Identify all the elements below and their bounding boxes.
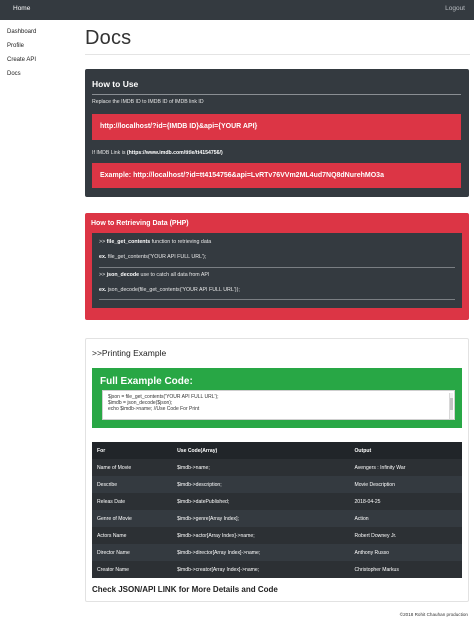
table-cell: $imdb->genre[Array Index];: [172, 510, 349, 527]
table-cell: Name of Movie: [92, 459, 172, 476]
retrieving-heading: How to Retrieving Data (PHP): [91, 220, 189, 227]
table-row: [92, 527, 462, 544]
printing-example-heading: >>Printing Example: [92, 348, 167, 358]
sidebar: [7, 28, 77, 84]
retrieving-divider-1: [99, 267, 455, 268]
table-cell: Robert Downey Jr.: [349, 527, 462, 544]
column-header: For: [92, 442, 172, 459]
retrieving-code-panel: [92, 233, 462, 308]
table-cell: $imdb->datePublished;: [172, 493, 349, 510]
example-url-box: Example: http://localhost/?id=tt4154756&api=LvRTv76VVm2ML4ud7NQ8dNurehMO3a: [92, 163, 461, 188]
column-header: Output: [349, 442, 462, 459]
line-1-keyword: file_get_contents: [106, 239, 151, 245]
table-cell: $imdb->director[Array Index]->name;: [172, 544, 349, 561]
table-cell: Avengers : Infinity War: [349, 459, 462, 476]
table-cell: Describe: [92, 476, 172, 493]
line-4-text: json_decode(file_get_contents('YOUR API FULL URL'));: [106, 287, 240, 293]
code-line: $json = file_get_contents('YOUR API FULL URL');: [108, 394, 219, 400]
how-to-use-divider: [92, 94, 461, 95]
table-row: [92, 459, 462, 476]
retrieving-line-1: [99, 239, 211, 245]
imdb-link-example: (https://www.imdb.com/title/tt4154756/): [126, 150, 223, 156]
table-cell: Releas Date: [92, 493, 172, 510]
printing-example-card: [85, 338, 469, 602]
table-cell: 2018-04-25: [349, 493, 462, 510]
imdb-link-prefix: If IMDB Link is: [92, 150, 127, 156]
top-navbar: [0, 0, 474, 20]
sidebar-item-profile[interactable]: Profile: [7, 43, 25, 49]
table-row: [92, 476, 462, 493]
url-template-box: http://localhost/?id={IMDB ID}&api={YOUR API}: [92, 114, 461, 140]
copyright-text: ©2018 Rohit Chauhan production: [399, 612, 468, 617]
line-3-prefix: >>: [99, 272, 107, 278]
table-cell: Creator Name: [92, 561, 172, 578]
retrieving-divider-2: [99, 299, 455, 300]
sidebar-item-docs[interactable]: Docs: [7, 71, 21, 77]
table-cell: Actors Name: [92, 527, 172, 544]
full-example-heading: Full Example Code:: [100, 376, 193, 387]
table-cell: $imdb->description;: [172, 476, 349, 493]
line-2-keyword: ex.: [99, 254, 107, 260]
nav-logout-link[interactable]: Logout: [445, 5, 465, 12]
code-line: $imdb = json_decode($json);: [108, 400, 173, 407]
scrollbar-thumb[interactable]: [450, 398, 453, 410]
line-2-text: file_get_contents('YOUR API FULL URL');: [106, 254, 207, 260]
how-to-use-card: [85, 69, 469, 197]
table-header-row: [92, 442, 462, 459]
line-3-keyword: json_decode: [106, 272, 140, 278]
how-to-use-heading: How to Use: [92, 79, 139, 89]
retrieving-line-3: [99, 272, 209, 278]
how-to-use-instruction: Replace the IMDB ID to IMDB ID of IMDB link ID: [92, 99, 204, 105]
table-cell: Anthony Russo: [349, 544, 462, 561]
retrieving-card: [85, 213, 469, 320]
table-cell: $imdb->actor[Array Index]->name;: [172, 527, 349, 544]
table-cell: Christopher Markus: [349, 561, 462, 578]
table-cell: $imdb->name;: [172, 459, 349, 476]
title-divider: [85, 54, 470, 55]
table-cell: Director Name: [92, 544, 172, 561]
sidebar-item-dashboard[interactable]: Dashboard: [7, 29, 37, 35]
code-scrollbar[interactable]: [449, 393, 453, 419]
page-title: Docs: [85, 27, 132, 49]
code-line: echo $imdb->name; //Use Code For Print: [108, 406, 200, 413]
line-4-keyword: ex.: [99, 287, 107, 293]
table-row: [92, 544, 462, 561]
table-row: [92, 561, 462, 578]
table-cell: Genre of Movie: [92, 510, 172, 527]
full-example-panel: [92, 368, 462, 428]
line-1-text: function to retrieving data: [150, 239, 212, 245]
nav-home-link[interactable]: Home: [13, 5, 31, 12]
usage-table: [92, 442, 462, 578]
table-cell: Action: [349, 510, 462, 527]
line-1-prefix: >>: [99, 239, 107, 245]
column-header: Use Code(Array): [172, 442, 349, 459]
sidebar-item-create-api[interactable]: Create API: [7, 57, 37, 63]
table-cell: $imdb->creator[Array Index]->name;: [172, 561, 349, 578]
line-3-text: use to catch all data from API: [139, 272, 210, 278]
retrieving-line-4: [99, 287, 240, 293]
table-row: [92, 493, 462, 510]
example-code-textarea[interactable]: [102, 390, 455, 420]
imdb-link-note: [92, 150, 223, 156]
table-row: [92, 510, 462, 527]
json-api-link-heading: Check JSON/API LINK for More Details and Code: [92, 585, 278, 594]
table-cell: Movie Description: [349, 476, 462, 493]
retrieving-line-2: [99, 254, 206, 260]
